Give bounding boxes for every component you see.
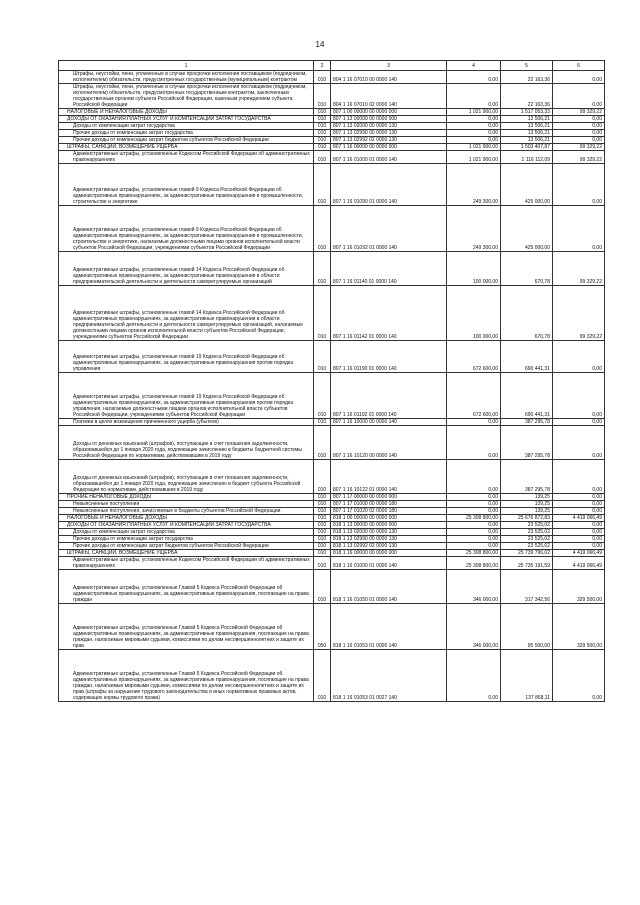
row-executed: 139,25 xyxy=(501,501,553,508)
row-name: Штрафы, неустойки, пени, уплаченные в случае просрочки исполнения поставщиком (подрядчиком, исполнителем) обязательств, предусмотренных государственным контрактом, заключенным государственным органом субъекта Российской Федерации, казенным учреждением субъекта Российской Федерации xyxy=(59,84,314,109)
row-approved: 346 000,00 xyxy=(447,604,501,650)
row-name: Прочие доходы от компенсации затрат государства xyxy=(59,536,314,543)
row-kbk: 804 1 16 07010 00 0000 140 xyxy=(331,71,447,84)
row-executed: 95 500,00 xyxy=(501,604,553,650)
row-name: Доходы от денежных взысканий (штрафов), поступающие в счет погашения задолженности, образовавшейся до 1 января 2020 года, подлежащие зачислению в бюджеты бюджетной системы Российской Федерации по нормативам, действовавшим в 2019 году xyxy=(59,426,314,460)
table-body xyxy=(59,71,605,702)
row-approved: 100 000,00 xyxy=(447,252,501,286)
row-approved: 249 300,00 xyxy=(447,206,501,252)
row-name: Прочие доходы от компенсации затрат бюджетов субъектов Российской Федерации xyxy=(59,543,314,550)
row-kbk: 818 1 00 00000 00 0000 000 xyxy=(331,515,447,522)
row-code: 010 xyxy=(314,123,331,130)
row-kbk: 807 1 16 10122 01 0000 140 xyxy=(331,460,447,494)
row-code: 010 xyxy=(314,522,331,529)
row-kbk: 818 1 13 02000 00 0000 130 xyxy=(331,529,447,536)
row-code: 010 xyxy=(314,151,331,164)
row-unexecuted: 0,00 xyxy=(553,137,605,144)
row-code: 010 xyxy=(314,550,331,557)
header-col-2: 2 xyxy=(314,61,331,71)
row-kbk: 818 1 13 02992 02 0000 130 xyxy=(331,543,447,550)
row-executed: 670,78 xyxy=(501,286,553,341)
table-row xyxy=(59,144,605,151)
row-name: НАЛОГОВЫЕ И НЕНАЛОГОВЫЕ ДОХОДЫ xyxy=(59,515,314,522)
row-approved: 0,00 xyxy=(447,426,501,460)
row-approved: 346 000,00 xyxy=(447,570,501,604)
row-unexecuted: 0,00 xyxy=(553,650,605,702)
row-unexecuted: 0,00 xyxy=(553,529,605,536)
row-executed: 1 503 407,87 xyxy=(501,144,553,151)
row-code: 010 xyxy=(314,426,331,460)
row-unexecuted: 0,00 xyxy=(553,130,605,137)
row-kbk: 807 1 16 01090 01 0000 140 xyxy=(331,164,447,206)
row-kbk: 807 1 16 10000 00 0000 140 xyxy=(331,419,447,426)
row-unexecuted: 0,00 xyxy=(553,508,605,515)
row-executed: 25 735 191,59 xyxy=(501,557,553,570)
row-name: Невыясненные поступления, зачисляемые в бюджеты субъектов Российской Федерации xyxy=(59,508,314,515)
row-approved: 249 300,00 xyxy=(447,164,501,206)
row-name: Прочие доходы от компенсации затрат государства xyxy=(59,130,314,137)
row-kbk: 807 1 13 02990 00 0000 130 xyxy=(331,130,447,137)
row-executed: 387 295,78 xyxy=(501,419,553,426)
table-row xyxy=(59,550,605,557)
row-executed: 1 517 053,33 xyxy=(501,109,553,116)
row-approved: 672 600,00 xyxy=(447,341,501,373)
table-row xyxy=(59,515,605,522)
row-unexecuted: 0,00 xyxy=(553,419,605,426)
row-code: 010 xyxy=(314,286,331,341)
header-col-6: 6 xyxy=(553,61,605,71)
row-name: Административные штрафы, установленные Главой 5 Кодекса Российской Федерации об административных правонарушениях, за административные правонарушения, посягающие на права граждан, налагаемые мировыми судьями, комиссиями по делам несовершеннолетних и защите их прав (штрафы за нарушение трудового законодательства и иных нормативных правовых актов, содержащих нормы трудового права) xyxy=(59,650,314,702)
row-code: 010 xyxy=(314,508,331,515)
row-kbk: 807 1 13 02992 02 0000 130 xyxy=(331,137,447,144)
row-approved: 0,00 xyxy=(447,494,501,501)
row-approved: 0,00 xyxy=(447,529,501,536)
table-row xyxy=(59,460,605,494)
row-code: 010 xyxy=(314,206,331,252)
row-name: ШТРАФЫ, САНКЦИИ, ВОЗМЕЩЕНИЕ УЩЕРБА xyxy=(59,144,314,151)
table-row xyxy=(59,109,605,116)
row-unexecuted: 4 419 066,49 xyxy=(553,557,605,570)
row-unexecuted: 0,00 xyxy=(553,341,605,373)
row-executed: 13 506,21 xyxy=(501,116,553,123)
header-col-5: 5 xyxy=(501,61,553,71)
row-executed: 387 295,78 xyxy=(501,426,553,460)
row-kbk: 807 1 17 01000 00 0000 180 xyxy=(331,501,447,508)
row-executed: 317 342,56 xyxy=(501,570,553,604)
table-row xyxy=(59,137,605,144)
row-approved: 0,00 xyxy=(447,116,501,123)
row-executed: 23 525,02 xyxy=(501,543,553,550)
row-approved: 0,00 xyxy=(447,650,501,702)
row-executed: 425 000,00 xyxy=(501,206,553,252)
row-code: 010 xyxy=(314,529,331,536)
row-name: Административные штрафы, установленные главой 14 Кодекса Российской Федерации об административных правонарушениях, за административные правонарушения в области предпринимательской деятельности и деятельности саморегулируемых организаций xyxy=(59,252,314,286)
row-unexecuted: 0,00 xyxy=(553,123,605,130)
table-row xyxy=(59,650,605,702)
row-kbk: 807 1 16 01000 01 0000 140 xyxy=(331,151,447,164)
row-code: 010 xyxy=(314,650,331,702)
row-code: 010 xyxy=(314,109,331,116)
row-kbk: 807 1 16 01192 01 0000 140 xyxy=(331,373,447,419)
header-col-3: 3 xyxy=(331,61,447,71)
row-code: 010 xyxy=(314,501,331,508)
table-row xyxy=(59,570,605,604)
header-col-4: 4 xyxy=(447,61,501,71)
row-code: 010 xyxy=(314,543,331,550)
row-name: Административные штрафы, установленные главой 14 Кодекса Российской Федерации об административных правонарушениях, за административные правонарушения в области предпринимательской деятельности и деятельности саморегулируемых организаций, налагаемые должностными лицами органов исполнительной власти субъектов Российской Федерации, учреждениями субъектов Российской Федерации xyxy=(59,286,314,341)
page-number: 14 xyxy=(315,40,325,49)
row-kbk: 818 1 16 01050 01 0000 140 xyxy=(331,570,447,604)
table-row xyxy=(59,522,605,529)
row-approved: 25 308 800,00 xyxy=(447,557,501,570)
table-row xyxy=(59,373,605,419)
row-unexecuted: 0,00 xyxy=(553,536,605,543)
row-name: Штрафы, неустойки, пени, уплаченные в случае просрочки исполнения поставщиком (подрядчиком, исполнителем) обязательств, предусмотренных государственным (муниципальным) контрактом xyxy=(59,71,314,84)
row-kbk: 807 1 16 01140 01 0000 140 xyxy=(331,252,447,286)
row-name: НАЛОГОВЫЕ И НЕНАЛОГОВЫЕ ДОХОДЫ xyxy=(59,109,314,116)
row-kbk: 807 1 16 10120 00 0000 140 xyxy=(331,426,447,460)
row-unexecuted: 0,00 xyxy=(553,494,605,501)
table-row xyxy=(59,130,605,137)
row-code: 010 xyxy=(314,419,331,426)
row-code: 010 xyxy=(314,84,331,109)
row-kbk: 818 1 16 00000 00 0000 000 xyxy=(331,550,447,557)
row-kbk: 818 1 16 01053 01 0027 140 xyxy=(331,650,447,702)
row-executed: 690 441,31 xyxy=(501,341,553,373)
row-code: 010 xyxy=(314,71,331,84)
row-approved: 100 000,00 xyxy=(447,286,501,341)
table-row xyxy=(59,604,605,650)
row-code: 050 xyxy=(314,604,331,650)
row-name: ШТРАФЫ, САНКЦИИ, ВОЗМЕЩЕНИЕ УЩЕРБА xyxy=(59,550,314,557)
row-approved: 0,00 xyxy=(447,460,501,494)
row-unexecuted: 329 500,00 xyxy=(553,570,605,604)
row-unexecuted: 329 500,00 xyxy=(553,604,605,650)
row-executed: 13 506,21 xyxy=(501,130,553,137)
table-header-row xyxy=(59,61,605,71)
row-kbk: 807 1 17 00000 00 0000 000 xyxy=(331,494,447,501)
table-row xyxy=(59,341,605,373)
row-executed: 23 525,02 xyxy=(501,536,553,543)
row-name: Административные штрафы, установленные Главой 5 Кодекса Российской Федерации об административных правонарушениях, за административные правонарушения, посягающие на права граждан, налагаемые мировыми судьями, комиссиями по делам несовершеннолетних и защите их прав xyxy=(59,604,314,650)
row-approved: 0,00 xyxy=(447,419,501,426)
row-name: Административные штрафы, установленные главой 19 Кодекса Российской Федерации об административных правонарушениях, за административные правонарушения против порядка управления, налагаемые должностными лицами органов исполнительной власти субъектов Российской Федерации, учреждениями субъектов Российской Федерации xyxy=(59,373,314,419)
row-name: Административные штрафы, установленные Главой 5 Кодекса Российской Федерации об административных правонарушениях, за административные правонарушения, посягающие на права граждан xyxy=(59,570,314,604)
row-executed: 425 000,00 xyxy=(501,164,553,206)
row-approved: 25 308 800,00 xyxy=(447,550,501,557)
row-code: 010 xyxy=(314,252,331,286)
row-unexecuted: 99 329,22 xyxy=(553,109,605,116)
row-unexecuted: 0,00 xyxy=(553,460,605,494)
table-row xyxy=(59,164,605,206)
row-unexecuted: 0,00 xyxy=(553,84,605,109)
row-kbk: 807 1 16 01142 01 0000 140 xyxy=(331,286,447,341)
row-approved: 0,00 xyxy=(447,130,501,137)
row-kbk: 807 1 00 00000 00 0000 000 xyxy=(331,109,447,116)
row-approved: 0,00 xyxy=(447,84,501,109)
table-row xyxy=(59,543,605,550)
row-name: ПРОЧИЕ НЕНАЛОГОВЫЕ ДОХОДЫ xyxy=(59,494,314,501)
row-executed: 670,78 xyxy=(501,252,553,286)
row-code: 010 xyxy=(314,137,331,144)
row-kbk: 804 1 16 07010 02 0000 140 xyxy=(331,84,447,109)
table-row xyxy=(59,557,605,570)
row-approved: 1 021 900,00 xyxy=(447,144,501,151)
row-name: Доходы от компенсации затрат государства xyxy=(59,529,314,536)
row-code: 010 xyxy=(314,557,331,570)
row-code: 010 xyxy=(314,373,331,419)
row-code: 010 xyxy=(314,130,331,137)
row-kbk: 818 1 13 02990 00 0000 130 xyxy=(331,536,447,543)
header-col-1: 1 xyxy=(59,61,314,71)
row-executed: 137 868,11 xyxy=(501,650,553,702)
row-name: Административные штрафы, установленные Кодексом Российской Федерации об административных правонарушениях xyxy=(59,557,314,570)
row-name: Прочие доходы от компенсации затрат бюджетов субъектов Российской Федерации xyxy=(59,137,314,144)
row-name: Доходы от денежных взысканий (штрафов), поступающие в счет погашения задолженности, образовавшейся до 1 января 2020 года, подлежащие зачислению в бюджет субъекта Российской Федерации по нормативам, действовавшим в 2019 году xyxy=(59,460,314,494)
row-kbk: 807 1 16 00000 00 0000 000 xyxy=(331,144,447,151)
row-executed: 22 163,36 xyxy=(501,71,553,84)
table-row xyxy=(59,252,605,286)
row-unexecuted: 4 419 066,49 xyxy=(553,550,605,557)
row-name: Невыясненные поступления xyxy=(59,501,314,508)
row-code: 010 xyxy=(314,164,331,206)
row-unexecuted: 0,00 xyxy=(553,373,605,419)
row-kbk: 807 1 17 01020 02 0000 180 xyxy=(331,508,447,515)
row-approved: 1 021 900,00 xyxy=(447,151,501,164)
row-kbk: 818 1 13 00000 00 0000 000 xyxy=(331,522,447,529)
table-row xyxy=(59,71,605,84)
row-executed: 690 441,31 xyxy=(501,373,553,419)
row-name: Платежи в целях возмещения причиненного ущерба (убытков) xyxy=(59,419,314,426)
row-approved: 0,00 xyxy=(447,536,501,543)
row-unexecuted: 0,00 xyxy=(553,116,605,123)
table-row xyxy=(59,123,605,130)
row-unexecuted: 99 329,22 xyxy=(553,252,605,286)
table-row xyxy=(59,426,605,460)
table-row xyxy=(59,494,605,501)
table-row xyxy=(59,116,605,123)
revenue-report-table xyxy=(58,60,605,702)
table-row xyxy=(59,206,605,252)
row-approved: 0,00 xyxy=(447,543,501,550)
row-code: 010 xyxy=(314,116,331,123)
row-code: 010 xyxy=(314,341,331,373)
row-unexecuted: 0,00 xyxy=(553,501,605,508)
row-executed: 13 506,21 xyxy=(501,137,553,144)
row-approved: 0,00 xyxy=(447,137,501,144)
table-row xyxy=(59,508,605,515)
row-executed: 13 506,21 xyxy=(501,123,553,130)
row-approved: 672 600,00 xyxy=(447,373,501,419)
row-approved: 0,00 xyxy=(447,522,501,529)
row-unexecuted: 0,00 xyxy=(553,522,605,529)
row-approved: 0,00 xyxy=(447,508,501,515)
row-code: 010 xyxy=(314,494,331,501)
row-unexecuted: 99 329,22 xyxy=(553,151,605,164)
row-name: ДОХОДЫ ОТ ОКАЗАНИЯ ПЛАТНЫХ УСЛУГ И КОМПЕНСАЦИИ ЗАТРАТ ГОСУДАРСТВА xyxy=(59,522,314,529)
row-approved: 0,00 xyxy=(447,123,501,130)
row-unexecuted: 4 419 066,49 xyxy=(553,515,605,522)
row-executed: 25 739 796,02 xyxy=(501,550,553,557)
row-executed: 1 116 112,09 xyxy=(501,151,553,164)
row-unexecuted: 0,00 xyxy=(553,206,605,252)
row-unexecuted: 0,00 xyxy=(553,426,605,460)
row-executed: 139,25 xyxy=(501,494,553,501)
row-code: 010 xyxy=(314,515,331,522)
row-name: Административные штрафы, установленные главой 19 Кодекса Российской Федерации об административных правонарушениях, за административные правонарушения против порядка управления xyxy=(59,341,314,373)
row-approved: 0,00 xyxy=(447,71,501,84)
row-executed: 22 163,36 xyxy=(501,84,553,109)
row-executed: 387 295,78 xyxy=(501,460,553,494)
row-kbk: 807 1 13 00000 00 0000 000 xyxy=(331,116,447,123)
row-approved: 0,00 xyxy=(447,501,501,508)
row-unexecuted: 99 329,22 xyxy=(553,144,605,151)
row-name: ДОХОДЫ ОТ ОКАЗАНИЯ ПЛАТНЫХ УСЛУГ И КОМПЕНСАЦИИ ЗАТРАТ ГОСУДАРСТВА xyxy=(59,116,314,123)
row-executed: 25 676 872,83 xyxy=(501,515,553,522)
row-code: 010 xyxy=(314,570,331,604)
table-row xyxy=(59,84,605,109)
row-code: 010 xyxy=(314,536,331,543)
table-row xyxy=(59,501,605,508)
row-unexecuted: 0,00 xyxy=(553,164,605,206)
row-executed: 23 525,02 xyxy=(501,522,553,529)
row-code: 010 xyxy=(314,144,331,151)
row-unexecuted: 0,00 xyxy=(553,71,605,84)
row-kbk: 807 1 13 02000 00 0000 130 xyxy=(331,123,447,130)
row-executed: 23 525,02 xyxy=(501,529,553,536)
table-row xyxy=(59,151,605,164)
row-kbk: 818 1 16 01000 01 0000 140 xyxy=(331,557,447,570)
row-code: 010 xyxy=(314,460,331,494)
row-name: Административные штрафы, установленные главой 9 Кодекса Российской Федерации об административных правонарушениях, за административные правонарушения в промышленности, строительстве и энергетике, налагаемые должностными лицами органов исполнительной власти субъектов Российской Федерации, учреждениями субъектов Российской Федерации xyxy=(59,206,314,252)
row-kbk: 818 1 16 01053 01 0000 140 xyxy=(331,604,447,650)
row-name: Административные штрафы, установленные Кодексом Российской Федерации об административных правонарушениях xyxy=(59,151,314,164)
row-executed: 139,25 xyxy=(501,508,553,515)
table-row xyxy=(59,419,605,426)
table-row xyxy=(59,529,605,536)
row-approved: 1 021 900,00 xyxy=(447,109,501,116)
row-approved: 25 308 800,00 xyxy=(447,515,501,522)
row-kbk: 807 1 16 01190 01 0000 140 xyxy=(331,341,447,373)
row-unexecuted: 0,00 xyxy=(553,543,605,550)
row-unexecuted: 99 329,22 xyxy=(553,286,605,341)
row-kbk: 807 1 16 01092 01 0000 140 xyxy=(331,206,447,252)
row-name: Административные штрафы, установленные главой 9 Кодекса Российской Федерации об административных правонарушениях, за административные правонарушения в промышленности, строительстве и энергетике xyxy=(59,164,314,206)
table-row xyxy=(59,286,605,341)
table-row xyxy=(59,536,605,543)
row-name: Доходы от компенсации затрат государства xyxy=(59,123,314,130)
